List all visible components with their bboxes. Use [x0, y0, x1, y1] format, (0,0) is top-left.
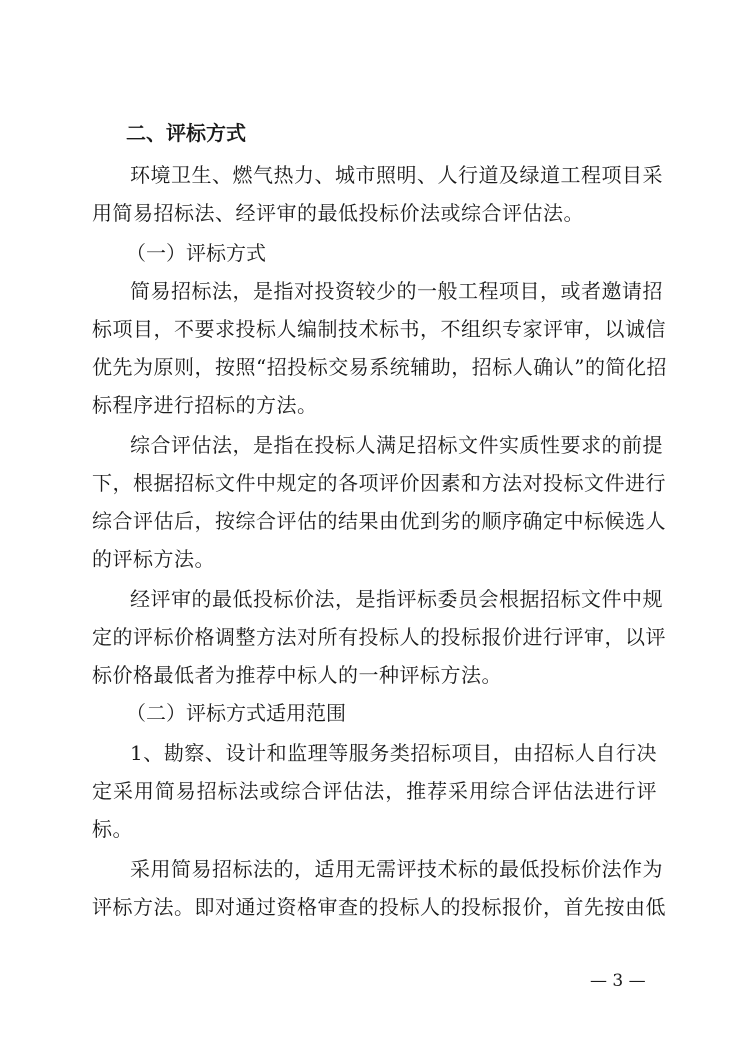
paragraph-line: 环境卫生、燃气热力、城市照明、人行道及绿道工程项目采 — [130, 163, 663, 187]
paragraph-line: 综合评估法，是指在投标人满足招标文件实质性要求的前提 — [130, 433, 663, 457]
paragraph-line: 标价格最低者为推荐中标人的一种评标方法。 — [92, 663, 502, 687]
paragraph-line: 标程序进行招标的方法。 — [92, 393, 318, 417]
paragraph-line: 1、勘察、设计和监理等服务类招标项目，由招标人自行决 — [130, 741, 657, 765]
paragraph-line: 评标方法。即对通过资格审查的投标人的投标报价，首先按由低 — [92, 895, 666, 919]
paragraph-line: 的评标方法。 — [92, 547, 215, 571]
paragraph-line: 优先为原则，按照“招投标交易系统辅助，招标人确认”的简化招 — [92, 355, 667, 379]
sub-heading-applicable-scope: （二）评标方式适用范围 — [126, 701, 346, 725]
paragraph-line: 经评审的最低投标价法，是指评标委员会根据招标文件中规 — [130, 587, 663, 611]
paragraph-line: 标。 — [92, 817, 133, 841]
page-number: — 3 — — [590, 971, 646, 991]
paragraph-line: 简易招标法，是指对投资较少的一般工程项目，或者邀请招 — [130, 279, 663, 303]
section-heading: 二、评标方式 — [126, 121, 246, 145]
paragraph-line: 定采用简易招标法或综合评估法，推荐采用综合评估法进行评 — [92, 779, 657, 803]
paragraph-line: 采用简易招标法的，适用无需评技术标的最低投标价法作为 — [130, 857, 663, 881]
paragraph-line: 定的评标价格调整方法对所有投标人的投标报价进行评审，以评 — [92, 625, 666, 649]
paragraph-line: 用简易招标法、经评审的最低投标价法或综合评估法。 — [92, 201, 584, 225]
paragraph-line: 综合评估后，按综合评估的结果由优到劣的顺序确定中标候选人 — [92, 509, 666, 533]
paragraph-line: 下，根据招标文件中规定的各项评价因素和方法对投标文件进行 — [92, 471, 666, 495]
sub-heading-evaluation-methods: （一）评标方式 — [126, 241, 266, 265]
paragraph-line: 标项目，不要求投标人编制技术标书，不组织专家评审，以诚信 — [92, 317, 666, 341]
